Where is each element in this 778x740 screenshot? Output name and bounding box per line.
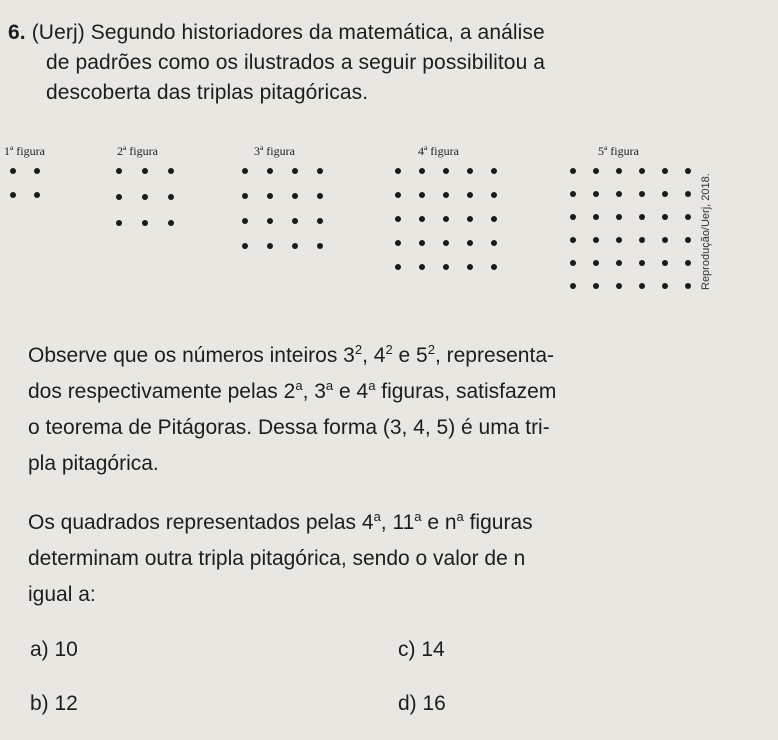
dot	[570, 283, 576, 289]
dot	[242, 168, 248, 174]
dot	[443, 216, 449, 222]
dot	[685, 237, 691, 243]
dot	[616, 168, 622, 174]
option-b[interactable]: b) 12	[30, 692, 78, 715]
question-number: 6.	[8, 21, 26, 44]
dot	[570, 191, 576, 197]
dot	[662, 260, 668, 266]
dot	[570, 237, 576, 243]
dot	[662, 283, 668, 289]
dot	[443, 264, 449, 270]
dot	[419, 192, 425, 198]
dot	[267, 193, 273, 199]
dot	[116, 194, 122, 200]
dot	[685, 168, 691, 174]
dot	[419, 168, 425, 174]
dot	[34, 192, 40, 198]
dot	[639, 214, 645, 220]
dot	[491, 192, 497, 198]
dot	[639, 283, 645, 289]
dot	[662, 168, 668, 174]
dot	[443, 192, 449, 198]
dot	[570, 168, 576, 174]
dot	[443, 240, 449, 246]
dot	[395, 168, 401, 174]
dot	[317, 218, 323, 224]
dot	[419, 216, 425, 222]
dot	[10, 168, 16, 174]
dot	[168, 168, 174, 174]
dot	[142, 168, 148, 174]
figure-5-dots	[570, 168, 691, 289]
dot	[292, 218, 298, 224]
dot	[168, 220, 174, 226]
dot	[616, 283, 622, 289]
dot	[34, 168, 40, 174]
figure-1-dots	[10, 168, 40, 198]
dot	[685, 214, 691, 220]
dot	[292, 193, 298, 199]
dot	[593, 168, 599, 174]
dot	[395, 192, 401, 198]
dot	[593, 260, 599, 266]
dot	[491, 168, 497, 174]
dot	[292, 243, 298, 249]
statement-line-1: (Uerj) Segundo historiadores da matemática, a análise	[31, 21, 545, 44]
figure-2-dots	[116, 168, 174, 226]
paragraph-question: Os quadrados representados pelas 4$^a$, 11$^a$ e $n^a$ figuras determinam outra tripla pitagórica, sendo o valor de n igual a:	[28, 509, 533, 606]
dot	[267, 218, 273, 224]
option-c[interactable]: c) 14	[398, 638, 445, 661]
figure-5-label: 5ª figura	[598, 144, 639, 158]
dot	[662, 237, 668, 243]
dot	[142, 220, 148, 226]
dot	[317, 168, 323, 174]
dot	[467, 192, 473, 198]
dot	[467, 216, 473, 222]
dot	[10, 192, 16, 198]
figure-4-label: 4ª figura	[418, 144, 459, 158]
figure-3-dots	[242, 168, 323, 249]
dot	[685, 260, 691, 266]
figure-2-label: 2ª figura	[117, 144, 158, 158]
dot	[593, 214, 599, 220]
dot	[116, 220, 122, 226]
dot	[593, 191, 599, 197]
dot	[467, 168, 473, 174]
dot	[616, 214, 622, 220]
dot	[491, 216, 497, 222]
dot	[267, 168, 273, 174]
dot	[491, 240, 497, 246]
dot	[395, 216, 401, 222]
dot	[242, 193, 248, 199]
figure-4-dots	[395, 168, 497, 270]
dot	[593, 283, 599, 289]
image-credit: Reprodução/Uerj, 2018.	[700, 173, 712, 290]
dot	[616, 260, 622, 266]
dot	[662, 191, 668, 197]
dot	[142, 194, 148, 200]
dot	[662, 214, 668, 220]
dot	[267, 243, 273, 249]
dot	[467, 240, 473, 246]
dot	[317, 243, 323, 249]
dot	[395, 240, 401, 246]
option-d[interactable]: d) 16	[398, 692, 446, 715]
figure-1-label: 1ª figura	[4, 144, 45, 158]
dot	[116, 168, 122, 174]
dot	[443, 168, 449, 174]
dot-figures	[0, 140, 778, 310]
statement-line-2: de padrões como os ilustrados a seguir possibilitou a	[46, 51, 546, 74]
dot	[491, 264, 497, 270]
figure-3-label: 3ª figura	[254, 144, 295, 158]
option-a[interactable]: a) 10	[30, 638, 78, 661]
statement-line-3: descoberta das triplas pitagóricas.	[46, 81, 369, 104]
dot	[242, 243, 248, 249]
dot	[292, 168, 298, 174]
dot	[685, 191, 691, 197]
dot	[242, 218, 248, 224]
dot	[685, 283, 691, 289]
dot	[616, 191, 622, 197]
dot	[639, 260, 645, 266]
dot	[639, 191, 645, 197]
dot	[639, 237, 645, 243]
answer-options	[30, 628, 630, 728]
dot	[395, 264, 401, 270]
dot	[168, 194, 174, 200]
dot	[639, 168, 645, 174]
dot	[467, 264, 473, 270]
dot	[593, 237, 599, 243]
dot	[317, 193, 323, 199]
paragraph-observe: Observe que os números inteiros $3^2$, $4^2$ e $5^2$, representa- dos respectivamente pelas 2$^a$, 3$^a$ e 4$^a$ figuras, satisfazem o teorema de Pitágoras. Dessa forma (3, 4, 5) é uma tri- pla pitagórica.	[28, 342, 557, 475]
dot	[570, 214, 576, 220]
dot	[570, 260, 576, 266]
dot	[419, 264, 425, 270]
dot	[419, 240, 425, 246]
dot	[616, 237, 622, 243]
question-statement	[8, 18, 768, 108]
